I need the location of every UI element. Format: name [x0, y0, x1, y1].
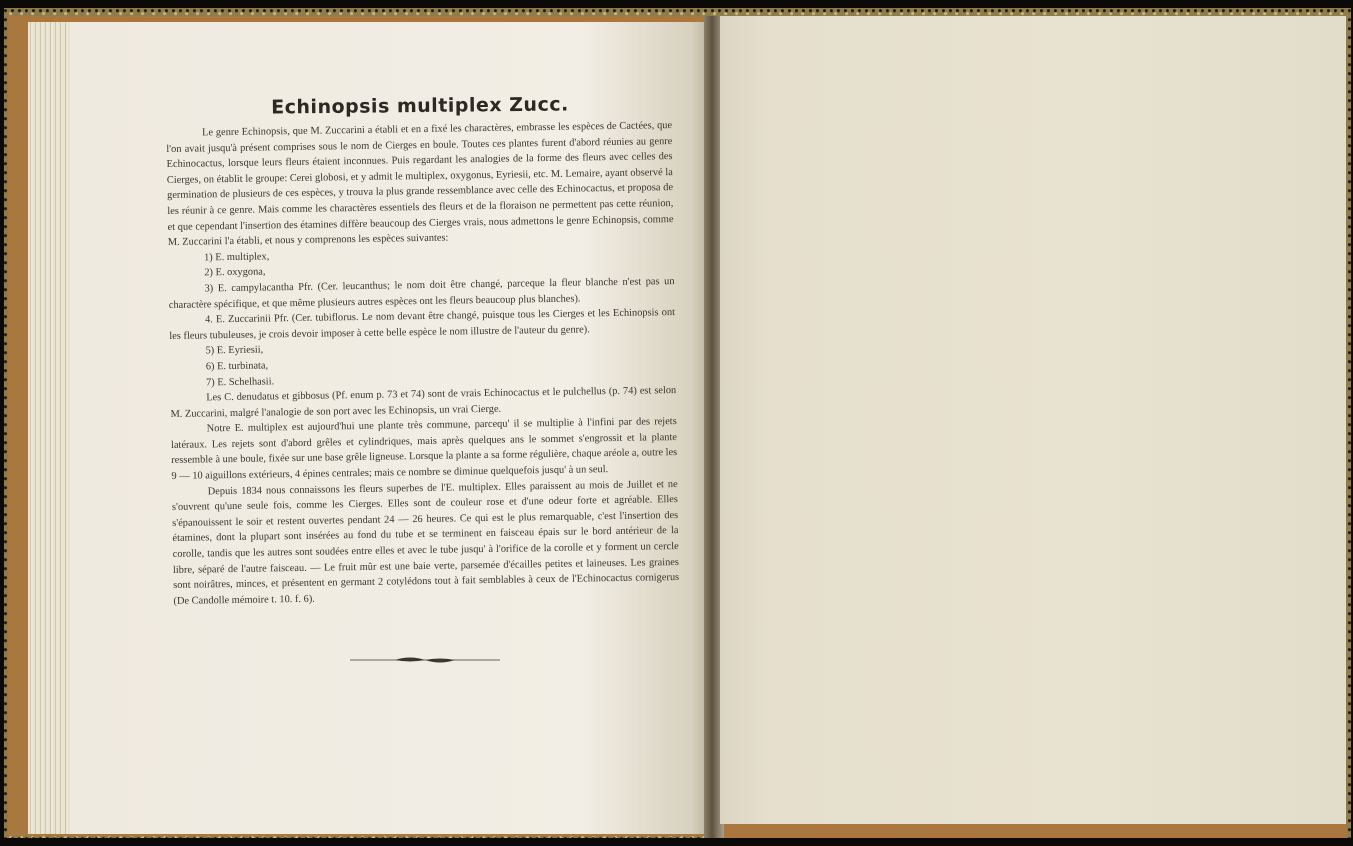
paragraph: Depuis 1834 nous connaissons les fleurs superbes de l'E. multiplex. Elles paraissent au mois de Juillet et ne s'ouvrent qu'une seule fois, comme les Cierges. Elles sont de couleur rose et d'une odeur forte et agréable. Elles s'épanouissent le soir et restent ouvertes pendant 24 — 26 heures. Ce qui est le plus remarquable, c'est l'insertion des étamines, dont la plupart sont insérées au fond du tube et se terminent en faisceau épais sur le bord antérieur de la corolle, tandis que les autres sont soudées entre elles et avec le tube jusqu' à l'orifice de la corolle et y forment un cercle libre, séparé de l'autre faisceau. — Le fruit mûr est une baie verte, parsemée d'écailles petites et laineuses. Les graines sont noirâtres, minces, et présentent en germant 2 cotylédons tout à fait semblables à ceux de l'Echinocactus cornigerus (De Candolle mémoire t. 10. f. 6). [171, 478, 680, 607]
paragraph: 3) E. campylacantha Pfr. (Cer. leucanthus; le nom doit être changé, parceque la fleur blanche n'est pas un charactère spécifique, et que même plusieurs autres espèces ont les fleurs beaucoup plus blanches). [168, 275, 675, 311]
species-list-item: 6) E. turbinata, [205, 360, 269, 373]
species-list-item: 7) E. Schelhasii. [205, 375, 275, 388]
species-list-item: 1) E. multiplex, [203, 251, 270, 264]
paragraph: Les C. denudatus et gibbosus (Pf. enum p. 73 et 74) sont de vrais Echinocactus et le pulchellus (p. 74) est selon M. Zuccarini, malgré l'analogie de son port avec les Echinopsis, un vrai Cierge. [170, 385, 677, 420]
paragraph: 4. E. Zuccarinii Pfr. (Cer. tubiflorus. Le nom devant être changé, puisque tous les Cierges et les Echinopsis ont les fleurs tubuleuses, je crois devoir imposer à cette belle espèce le nom illustre de l'auteur du genre). [169, 307, 676, 342]
page-title: Echinopsis multiplex Zucc. [271, 93, 569, 119]
species-list-item: 5) E. Eyriesii, [205, 344, 264, 357]
article-body [166, 118, 680, 609]
page-edges [28, 22, 74, 834]
ornament-divider [350, 654, 500, 666]
paragraph: Le genre Echinopsis, que M. Zuccarini a établi et en a fixé les charactères, embrasse les espèces de Cactées, que l'on avait jusqu'à présent comprises sous le nom de Cierges en boule. Toutes ces plantes furent d'abord réunies au genre Echinocactus, lorsque leurs fleurs étaient inconnues. Puis regardant les analogies de la forme des fleurs avec celles des Cierges, on établit le groupe: Cerei globosi, et y admit le multiplex, oxygonus, Eyriesii, etc. M. Lemaire, ayant observé la germination de plusieurs de ces espèces, y trouva la plus grande ressemblance avec celle des Echinocactus, et proposa de les réunir à ce genre. Mais comme les charactères essentiels des fleurs et de la floraison ne permettent pas cette réunion, et que cependant l'insertion des étamines diffère beaucoup des Cierges vrais, nous admettons le genre Echinopsis, comme M. Zuccarini l'a établi, et nous y comprenons les espèces suivantes: [166, 120, 674, 249]
paragraph: Notre E. multiplex est aujourd'hui une plante très commune, parcequ' il se multiplie à l'infini par des rejets latéraux. Les rejets sont d'abord grêles et cylindriques, mais après quelques ans le sommet s'engrossit et la plante ressemble à une boule, fixée sur une base grêle ligneuse. Lorsque la plante a sa forme régulière, chaque aréole a, outre les 9 — 10 aiguillons extérieurs, 4 épines centrales; mais ce nombre se diminue quelquefois jusqu' à un seul. [170, 416, 678, 483]
species-list-item: 2) E. oxygona, [204, 266, 266, 279]
right-page-blank [720, 16, 1346, 824]
